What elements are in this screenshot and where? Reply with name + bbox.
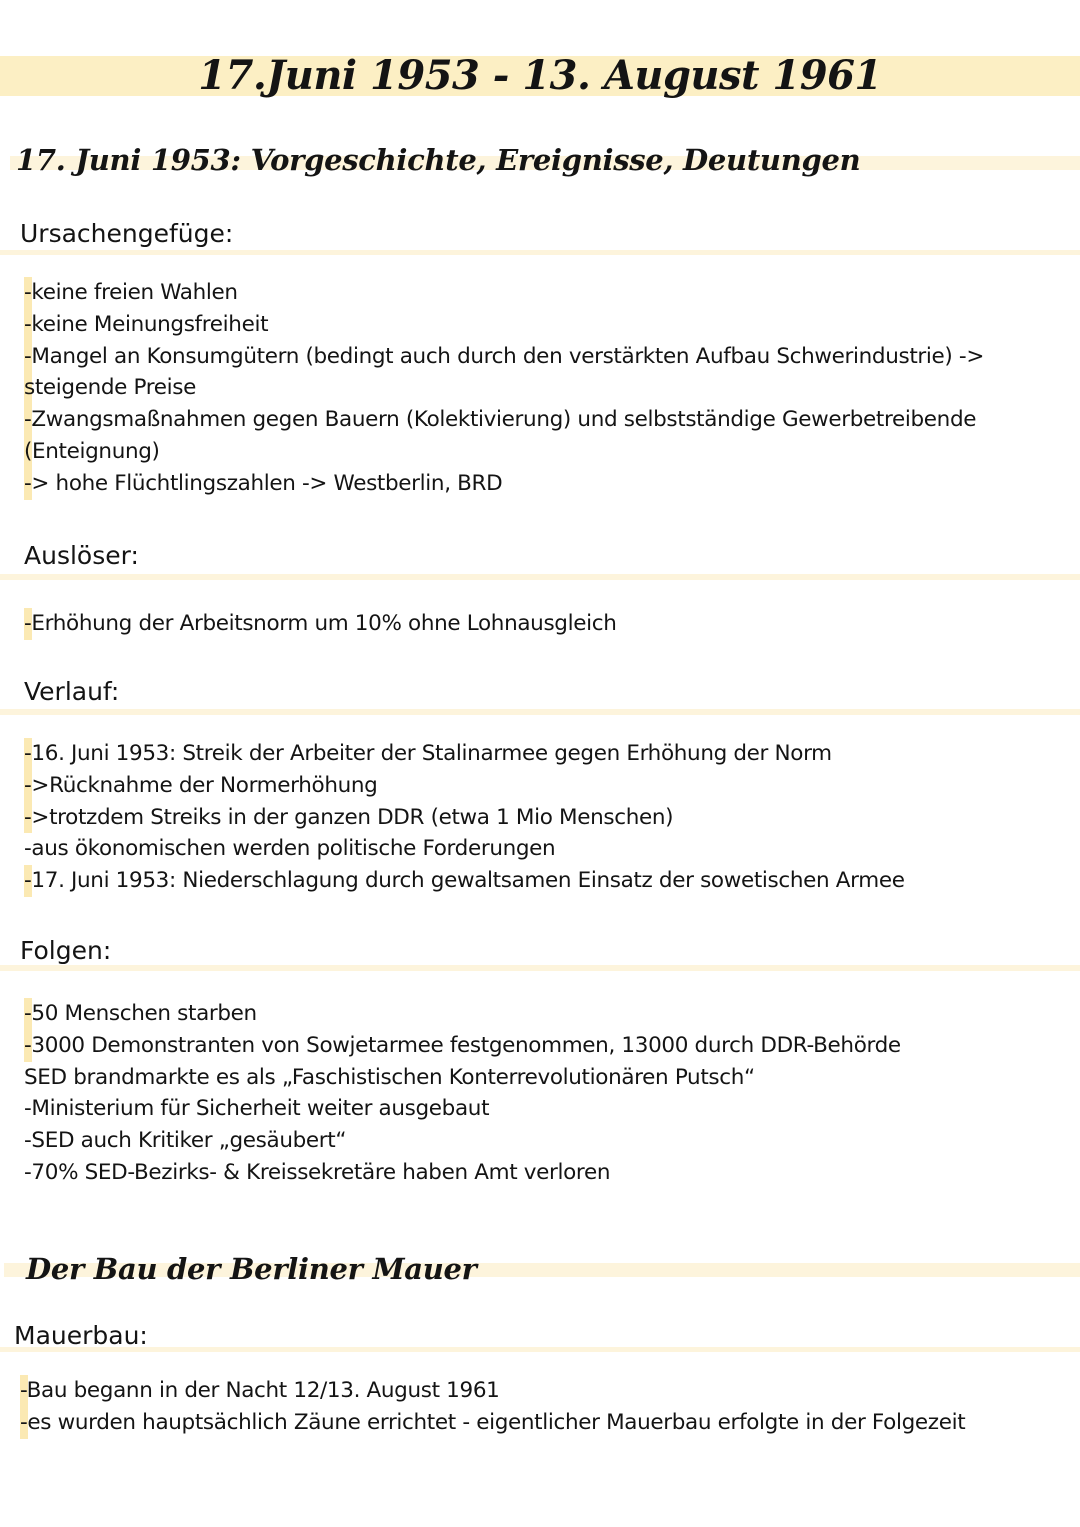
- bullet-list: [24, 998, 901, 1189]
- list-item: -SED auch Kritiker „gesäubert“: [24, 1128, 347, 1154]
- list-item: -3000 Demonstranten von Sowjetarmee festgenommen, 13000 durch DDR-Behörde: [24, 1030, 901, 1062]
- list-item: -keine Meinungsfreiheit: [24, 309, 1004, 341]
- list-item: SED brandmarkte es als „Faschistischen Konterrevolutionären Putsch“: [24, 1064, 755, 1090]
- section-heading: Der Bau der Berliner Mauer: [26, 1252, 477, 1286]
- list-item: -Erhöhung der Arbeitsnorm um 10% ohne Lohnausgleich: [24, 608, 616, 640]
- list-item: -Bau begann in der Nacht 12/13. August 1961: [20, 1375, 965, 1407]
- subsection-label: Auslöser:: [24, 541, 139, 570]
- list-item: -Ministerium für Sicherheit weiter ausgebaut: [24, 1096, 490, 1122]
- list-item: -es wurden hauptsächlich Zäune errichtet - eigentlicher Mauerbau erfolgte in der Folgezeit: [20, 1407, 965, 1439]
- list-item: -16. Juni 1953: Streik der Arbeiter der Stalinarmee gegen Erhöhung der Norm: [24, 738, 905, 770]
- label-underline: [0, 574, 1080, 580]
- page-title: 17.Juni 1953 - 13. August 1961: [198, 52, 882, 99]
- label-underline: [0, 709, 1080, 715]
- list-item: -aus ökonomischen werden politische Forderungen: [24, 836, 556, 862]
- bullet-list: [24, 608, 616, 640]
- label-underline: [0, 1347, 1080, 1352]
- bullet-list: [24, 738, 905, 897]
- list-item: -70% SED-Bezirks- & Kreissekretäre haben Amt verloren: [24, 1159, 611, 1185]
- list-item: -50 Menschen starben: [24, 998, 901, 1030]
- list-item: -> hohe Flüchtlingszahlen -> Westberlin, BRD: [24, 468, 1004, 500]
- section-heading: 17. Juni 1953: Vorgeschichte, Ereignisse, Deutungen: [16, 143, 861, 177]
- bullet-list: [20, 1375, 965, 1439]
- bullet-list: [24, 277, 1004, 500]
- label-underline: [0, 250, 1080, 255]
- subsection-label: Ursachengefüge:: [20, 219, 234, 248]
- list-item: -Zwangsmaßnahmen gegen Bauern (Kolektivierung) und selbstständige Gewerbetreibende (Enteignung): [24, 404, 1004, 468]
- subsection-label: Verlauf:: [24, 677, 120, 706]
- list-item: ->trotzdem Streiks in der ganzen DDR (etwa 1 Mio Menschen): [24, 802, 905, 834]
- list-item: -17. Juni 1953: Niederschlagung durch gewaltsamen Einsatz der sowetischen Armee: [24, 865, 905, 897]
- label-underline: [0, 965, 1080, 971]
- list-item: -Mangel an Konsumgütern (bedingt auch durch den verstärkten Aufbau Schwerindustrie) -> steigende Preise: [24, 341, 1004, 405]
- list-item: -keine freien Wahlen: [24, 277, 1004, 309]
- subsection-label: Folgen:: [20, 936, 112, 965]
- subsection-label: Mauerbau:: [14, 1321, 148, 1350]
- list-item: ->Rücknahme der Normerhöhung: [24, 770, 905, 802]
